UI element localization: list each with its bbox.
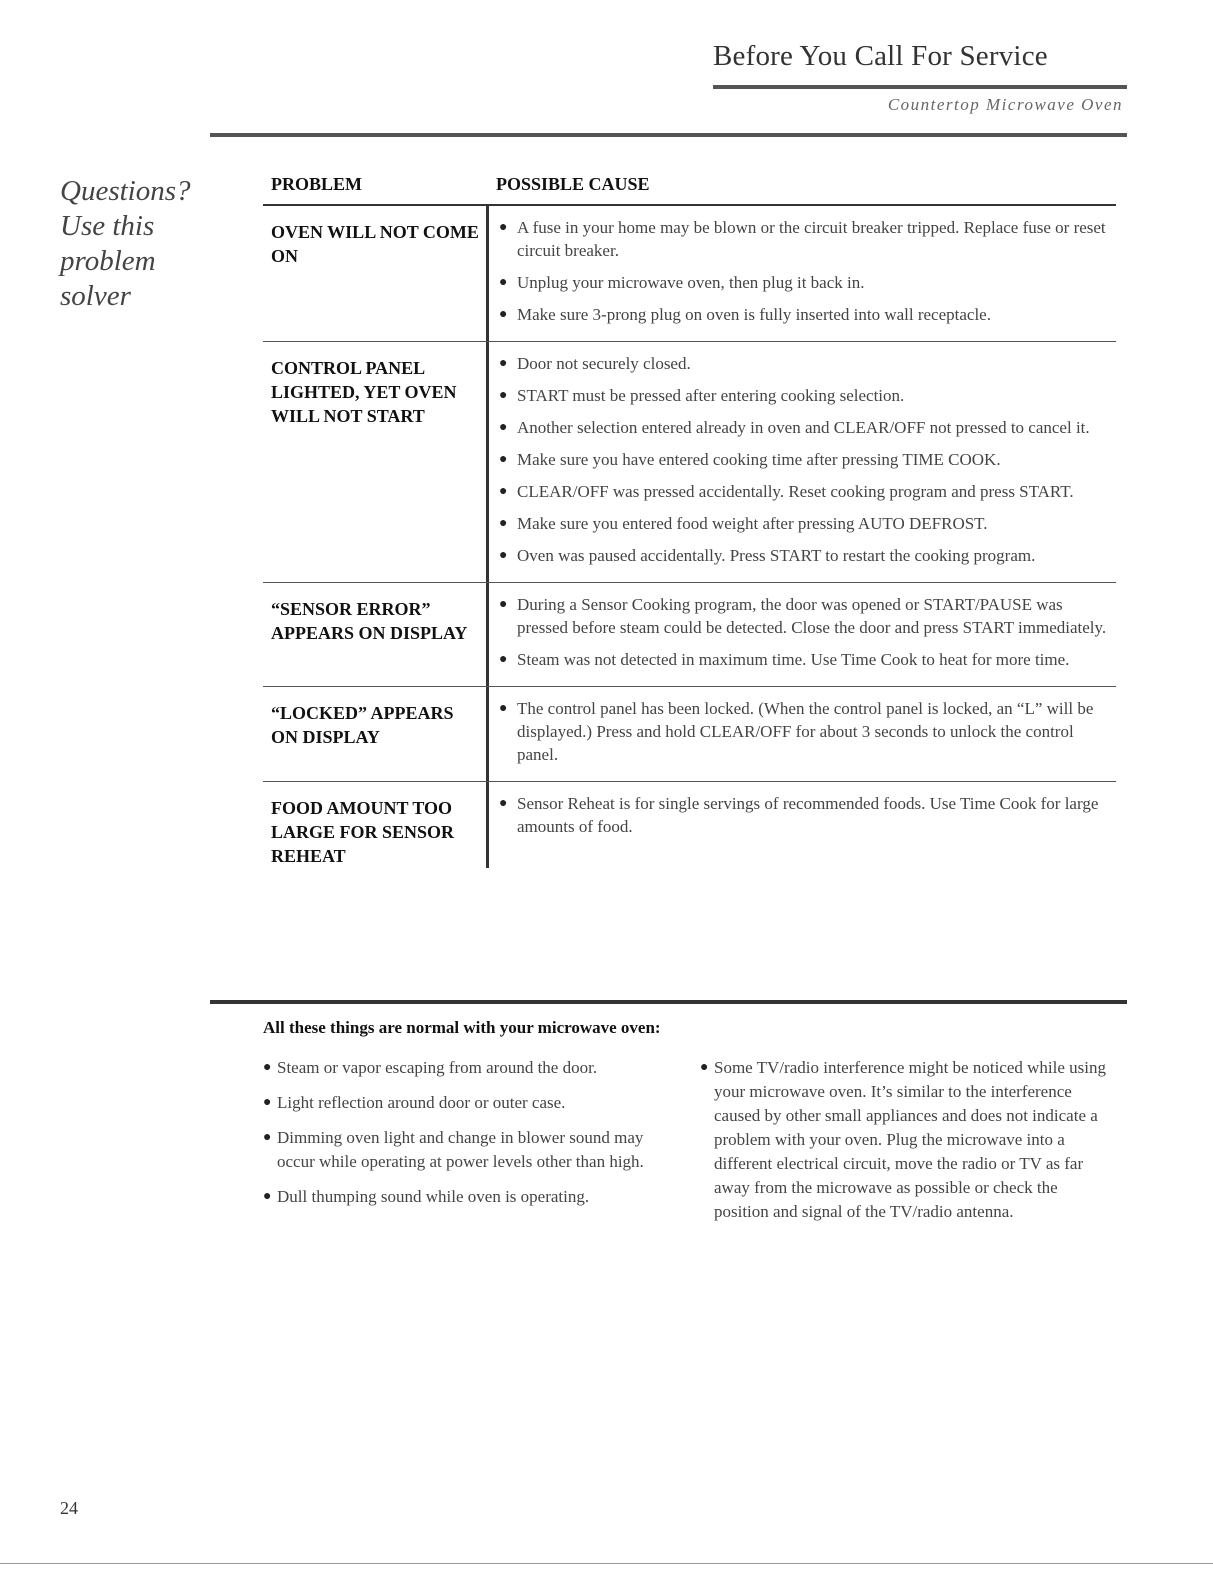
cause-text: Door not securely closed. xyxy=(517,354,691,373)
bullet-icon: ● xyxy=(263,1130,272,1145)
side-note-line: problem xyxy=(60,245,156,277)
problem-cell: CONTROL PANEL LIGHTED, YET OVEN WILL NOT START xyxy=(271,358,457,426)
bullet-icon: ● xyxy=(499,548,508,563)
cause-item xyxy=(499,384,1116,407)
cause-text: Oven was paused accidentally. Press START to restart the cooking program. xyxy=(517,546,1036,565)
top-divider xyxy=(210,133,1127,137)
cause-item xyxy=(499,352,1116,375)
normal-text: Steam or vapor escaping from around the door. xyxy=(277,1058,598,1077)
footer-divider xyxy=(0,1563,1213,1564)
bullet-icon: ● xyxy=(499,388,508,403)
cause-item xyxy=(499,792,1116,838)
bullet-icon: ● xyxy=(499,652,508,667)
normal-heading: All these things are normal with your microwave oven: xyxy=(263,1018,661,1037)
column-header-problem: PROBLEM xyxy=(271,174,363,194)
column-header-cause: POSSIBLE CAUSE xyxy=(496,174,650,194)
header-divider xyxy=(713,85,1127,89)
normal-item xyxy=(263,1185,663,1209)
cause-item xyxy=(499,648,1116,671)
page-title: Before You Call For Service xyxy=(713,40,1048,72)
problem-solver-table xyxy=(263,174,1116,868)
normal-text: Dimming oven light and change in blower sound may occur while operating at power levels other than high. xyxy=(277,1128,644,1171)
cause-list xyxy=(486,206,1116,341)
bullet-icon: ● xyxy=(499,597,508,612)
bullet-icon: ● xyxy=(499,420,508,435)
cause-text: The control panel has been locked. (When the control panel is locked, an “L” will be displayed.) Press and hold CLEAR/OFF for about 3 seconds to unlock the control panel. xyxy=(517,699,1094,764)
section-divider xyxy=(210,1000,1127,1004)
bullet-icon: ● xyxy=(499,796,508,811)
problem-cell: “LOCKED” APPEARS ON DISPLAY xyxy=(271,703,454,747)
cause-item xyxy=(499,697,1116,766)
cause-item xyxy=(499,512,1116,535)
bullet-icon: ● xyxy=(499,484,508,499)
cause-text: Steam was not detected in maximum time. Use Time Cook to heat for more time. xyxy=(517,650,1070,669)
bullet-icon: ● xyxy=(700,1060,709,1075)
side-note-line: solver xyxy=(60,280,131,312)
cause-list xyxy=(486,583,1116,686)
cause-text: START must be pressed after entering cooking selection. xyxy=(517,386,905,405)
cause-item xyxy=(499,593,1116,639)
cause-text: Make sure you have entered cooking time after pressing TIME COOK. xyxy=(517,450,1001,469)
cause-text: Unplug your microwave oven, then plug it back in. xyxy=(517,273,865,292)
cause-text: Another selection entered already in oven and CLEAR/OFF not pressed to cancel it. xyxy=(517,418,1090,437)
cause-text: A fuse in your home may be blown or the circuit breaker tripped. Replace fuse or reset circuit breaker. xyxy=(517,218,1106,260)
table-row xyxy=(263,781,1116,868)
bullet-icon: ● xyxy=(499,275,508,290)
normal-text: Light reflection around door or outer case. xyxy=(277,1093,566,1112)
cause-item xyxy=(499,416,1116,439)
table-row xyxy=(263,686,1116,781)
cause-text: Make sure 3-prong plug on oven is fully inserted into wall receptacle. xyxy=(517,305,991,324)
bullet-icon: ● xyxy=(499,307,508,322)
table-row xyxy=(263,341,1116,582)
cause-list xyxy=(486,687,1116,781)
cause-list xyxy=(486,782,1116,868)
bullet-icon: ● xyxy=(499,516,508,531)
table-row xyxy=(263,204,1116,341)
bullet-icon: ● xyxy=(263,1060,272,1075)
cause-item xyxy=(499,271,1116,294)
cause-list xyxy=(486,342,1116,582)
normal-item xyxy=(263,1091,663,1115)
normal-text: Dull thumping sound while oven is operating. xyxy=(277,1187,590,1206)
cause-text: Sensor Reheat is for single servings of recommended foods. Use Time Cook for large amounts of food. xyxy=(517,794,1099,836)
cause-item xyxy=(499,480,1116,503)
problem-cell: FOOD AMOUNT TOO LARGE FOR SENSOR REHEAT xyxy=(271,798,455,866)
side-note-line: Questions? xyxy=(60,175,191,207)
cause-item xyxy=(499,448,1116,471)
side-note xyxy=(60,174,191,314)
bullet-icon: ● xyxy=(499,701,508,716)
problem-cell: OVEN WILL NOT COME ON xyxy=(271,222,479,266)
cause-text: During a Sensor Cooking program, the door was opened or START/PAUSE was pressed before steam could be detected. Close the door and press START immediately. xyxy=(517,595,1107,637)
cause-text: Make sure you entered food weight after pressing AUTO DEFROST. xyxy=(517,514,988,533)
normal-list-left xyxy=(263,1056,663,1220)
normal-item xyxy=(263,1126,663,1174)
bullet-icon: ● xyxy=(263,1095,272,1110)
cause-item xyxy=(499,303,1116,326)
table-row xyxy=(263,582,1116,686)
bullet-icon: ● xyxy=(499,356,508,371)
normal-item xyxy=(700,1056,1115,1224)
cause-item xyxy=(499,216,1116,262)
normal-item xyxy=(263,1056,663,1080)
normal-list-right xyxy=(700,1056,1115,1235)
problem-cell: “SENSOR ERROR” APPEARS ON DISPLAY xyxy=(271,599,468,643)
cause-item xyxy=(499,544,1116,567)
page-number: 24 xyxy=(60,1498,78,1518)
normal-text: Some TV/radio interference might be noticed while using your microwave oven. It’s similar to the interference caused by other small appliances and does not indicate a problem with your oven. Plug the microwave into a different electrical circuit, move the radio or TV as far away from the microwave as possible or check the position and signal of the TV/radio antenna. xyxy=(714,1058,1106,1221)
table-header xyxy=(263,174,1116,204)
page-subtitle: Countertop Microwave Oven xyxy=(887,95,1123,114)
cause-text: CLEAR/OFF was pressed accidentally. Reset cooking program and press START. xyxy=(517,482,1074,501)
side-note-line: Use this xyxy=(60,210,155,242)
bullet-icon: ● xyxy=(263,1189,272,1204)
bullet-icon: ● xyxy=(499,220,508,235)
bullet-icon: ● xyxy=(499,452,508,467)
